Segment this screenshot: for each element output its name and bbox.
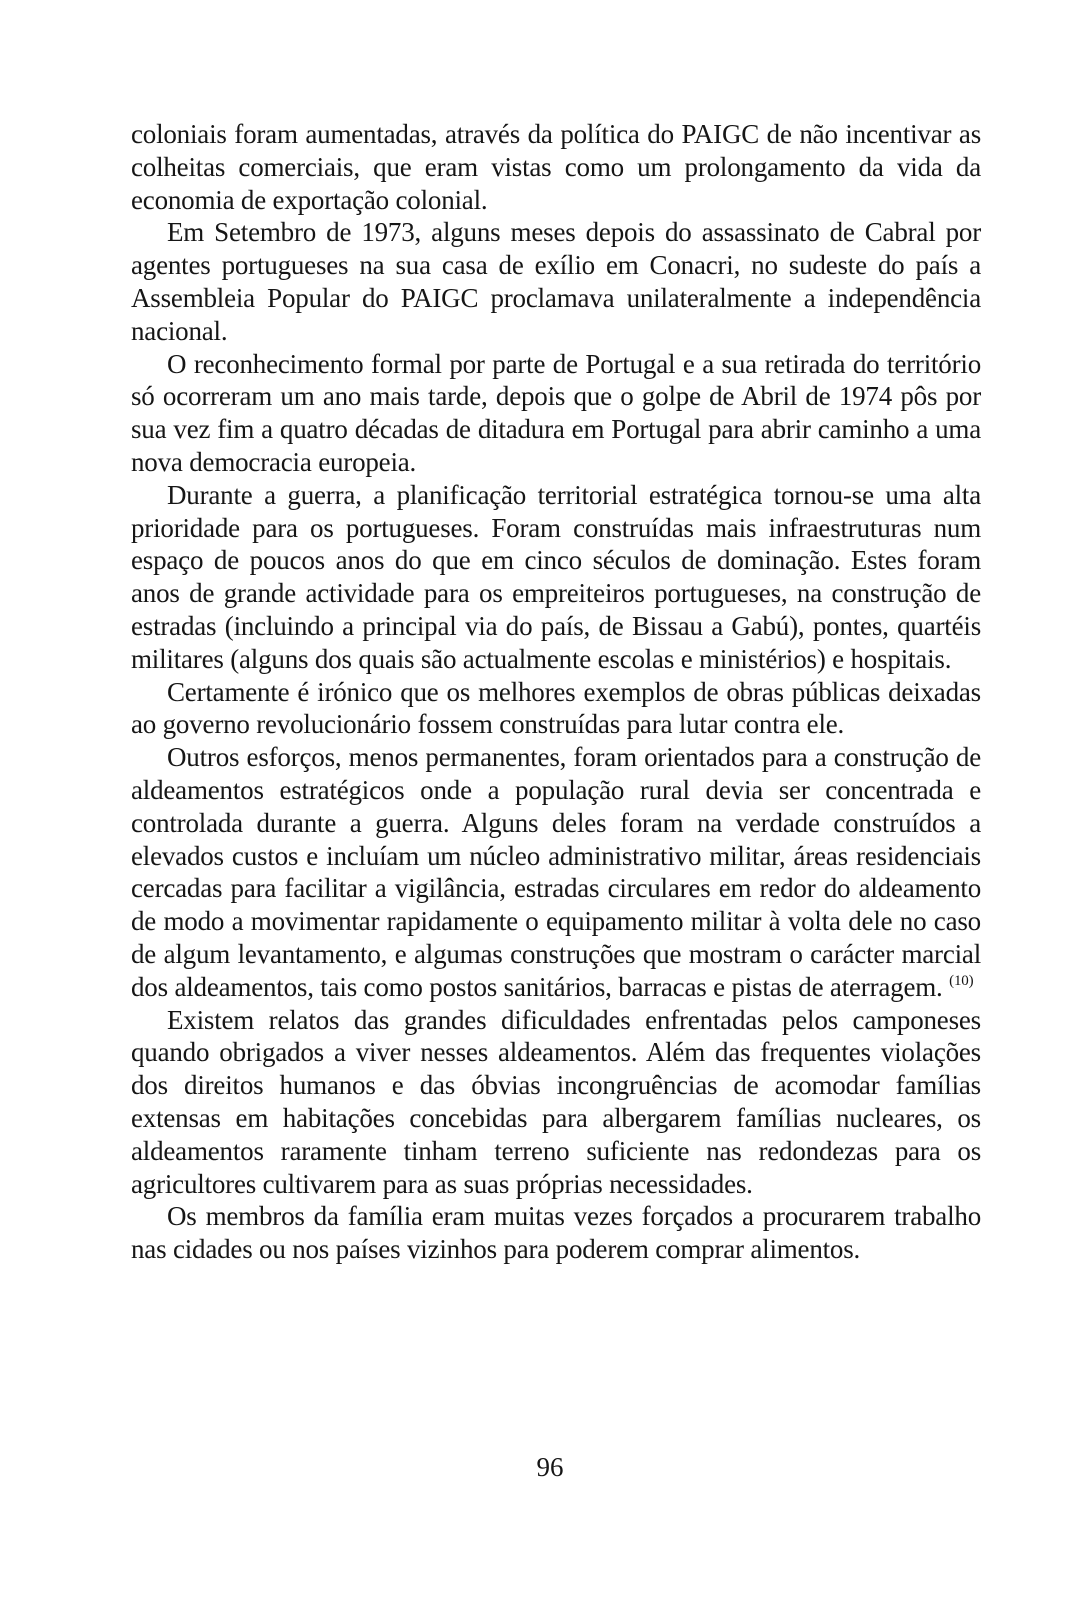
paragraph-4: Durante a guerra, a planificação territorial estratégica tornou-se uma alta prioridade para os portugueses. Foram construídas mais infraestruturas num espaço de poucos anos do que em cinco séculos de dominação. Estes foram anos de grande actividade para os empreiteiros portugueses, na construção de estradas (incluindo a principal via do país, de Bissau a Gabú), pontes, quartéis militares (alguns dos quais são actualmente escolas e ministérios) e hospitais. <box>131 479 981 674</box>
paragraph-3: O reconhecimento formal por parte de Portugal e a sua retirada do território só ocorreram um ano mais tarde, depois que o golpe de Abril de 1974 pôs por sua vez fim a quatro décadas de ditadura em Portugal para abrir caminho a uma nova democracia europeia. <box>131 348 981 477</box>
page-number: 96 <box>536 1452 564 1482</box>
paragraph-8: Os membros da família eram muitas vezes forçados a procurarem trabalho nas cidades ou nos países vizinhos para poderem comprar alimentos. <box>131 1201 981 1265</box>
body-text <box>131 118 981 1266</box>
paragraph-6-text: Outros esforços, menos permanentes, foram orientados para a construção de aldeamentos estratégicos onde a população rural devia ser concentrada e controlada durante a guerra. Alguns deles foram na verdade construídos a elevados custos e incluíam um núcleo administrativo militar, áreas residenciais cercadas para facilitar a vigilância, estradas circulares em redor do aldeamento de modo a movimentar rapidamente o equipamento militar à volta dele no caso de algum levantamento, e algumas construções que mostram o carácter marcial dos aldeamentos, tais como postos sanitários, barracas e pistas de aterragem. <box>131 742 981 1002</box>
paragraph-1: coloniais foram aumentadas, através da política do PAIGC de não incentivar as colheitas comerciais, que eram vistas como um prolongamento da vida da economia de exportação colonial. <box>131 119 981 215</box>
paragraph-7: Existem relatos das grandes dificuldades enfrentadas pelos camponeses quando obrigados a viver nesses aldeamentos. Além das frequentes violações dos direitos humanos e das óbvias incongruências de acomodar famílias extensas em habitações concebidas para albergarem famílias nucleares, os aldeamentos raramente tinham terreno suficiente nas redondezas para os agricultores cultivarem para as suas próprias necessidades. <box>131 1004 981 1199</box>
paragraph-5: Certamente é irónico que os melhores exemplos de obras públicas deixadas ao governo revolucionário fossem construídas para lutar contra ele. <box>131 676 981 740</box>
paragraph-6 <box>131 741 981 1003</box>
footnote-reference: (10) <box>949 972 974 989</box>
paragraph-2: Em Setembro de 1973, alguns meses depois do assassinato de Cabral por agentes portugueses na sua casa de exílio em Conacri, no sudeste do país a Assembleia Popular do PAIGC proclamava unilateralmente a independência nacional. <box>131 217 981 346</box>
